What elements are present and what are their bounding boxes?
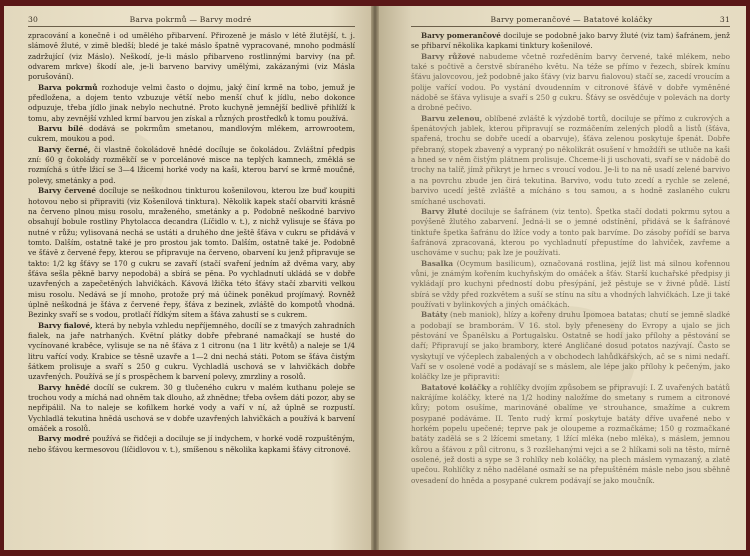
- entry-text: a rohlíčky dvojím způsobem se připravují: I. Z uvařených batátů nakrájíme koláčky, které na 1/2 hodiny naložíme do smetany s rumem a citronové kůry; potom osušíme, marinováné obalíme ve strouhance, smažíme a cukrem posypané podáváme. II. Tento rudý krmí poskytuje batáty dříve uvařené nebo v horkém popelu upečené; teprve pak je oloupeme a rozmačkáme; 150 g rozmačkané batáty zadělá se s 2 lžícemi smetany, 1 lžící mléka (nebo mléka), s máslem, jemnou kůrou a šťávou z půl citronu, s 3 rozšlehanými vejci a se 2 hlíkami soli na těsto, mírně osolené, jež dosti a sype se 3 rohlíky neb koláčky, na plech máslem vymazaný, a zlatě upečou. Rohlíčky z něho nadělané osmaží se na přepuštěném másle nebo jsou sběhně ovesadení do hněda a posypané cukrem podávají se jako moučník.: [411, 382, 730, 485]
- paragraph: [411, 31, 730, 52]
- entry-term: Batatové koláčky: [421, 382, 491, 392]
- left-page: [4, 6, 375, 550]
- entry-term: Barva pokrmů: [38, 82, 98, 92]
- paragraph: [411, 259, 730, 311]
- book-gutter: [371, 6, 379, 550]
- entry-text: dodává se pokrmům smetanou, mandlovým mlékem, arrowrootem, cukrem, moukou a pod.: [28, 124, 356, 144]
- entry-term: Barvu bílé: [38, 124, 84, 134]
- entry-text: rozhoduje velmi často o dojmu, jaký činí krmě na tobo, jemuž je předložena, a dojem tento vzbuzuje větší nebo menší chuť k jídlu, nebo dokonce odpuzuje, třeba jídlo jinak nebylo nechutné. Proto kuchyně jemnější bedlivě přihlíží k tomu, aby zevnější vzhled krmí barvou jen získal a různých prostředků k tomu používá.: [28, 82, 355, 123]
- right-page-text: [411, 31, 730, 486]
- entry-text: či vlastně čokoládově hnědé docíluje se čokoládou. Zvláštní předpis zní: 60 g čokolády rozměkčí se v porcelánové misce na teplých kamnech, změklá se rozmíchá s útře lžicí se 3—4 lžicemi horké vody na kaši, kterou barví se krmě moučné, polevy, smetánky a pod.: [28, 144, 355, 185]
- entry-term: Batáty: [421, 310, 448, 320]
- left-running-head: [28, 15, 355, 27]
- entry-text: (Ocymum basilicum), označovaná rostlina, jejíž list má silnou kořennou vůni, je známým kořením kuchyňským do omáček a šťáv. Starší kuchařské předpisy ji vykládají pro kuchyni předností dobu přesýpání, jež pěstuje se v živné půdě. Listí sbírá se vždy před rozkvětem a suší se stínu na sítu a vhodných lahvičkách. Lze ji také používati v bylinkových a jiných omáčkách.: [411, 258, 730, 309]
- entry-term: Barvy žluté: [421, 206, 468, 216]
- entry-text: oblíbené zvláště k výzdobě tortů, dociluje se přímo z cukrových a špenátových jablek, kterou připravují se rozmáčením zelených plodů a listů (šťáva, spařená, trochu se dobře ucedí a obarvuje), šťáva zelenou poskytuje špenát. Dobře přebraný, stopek zbavený a vypraný po několikrát osušení v hmoždíři se utluče na kaši a hned se v něm čistým plátnem prolisuje. Chceme-li ji uschovati, svaří se v nádobě do trochy na talíř, jímž přikryt je hrnec s vroucí vodou. Je-li to na ně usadí zelené barvivo a na povrchu zbude jen čirá tekutina. Barvivo, vodu tuto zcedí a rychle se zelené, barvivo ucedí ještě zvláště a mícháno s tou samou, a s hodně zaslaného cukru smíchané uschovati.: [411, 113, 730, 206]
- paragraph: [28, 83, 355, 124]
- paragraph: [28, 434, 355, 455]
- entry-text: docíluje se neškodnou tinkturou košenilovou, kterou lze buď koupiti hotovou nebo si připraviti (viz Košenilová tinktura). Několik kapek stačí obarviti krásně na červeno plnou misu rosolu, mraženého, smetánky a p. Podobně neškodné barvivo obsahují bobule rostliny Phytolacca decandra (Líčidlo v. t.), z nichž vylisuje se šťáva po nutné v růžu; vylisovaná nechá se ustáti a druhého dne ještě šťáva v cukru se přidává v tomto. Dalším, ostatně také je pro prostou jak tomto. Dalším, ostatně také je. Podobně ve šťávě z červené řepy, kterou se připravuje na červeno, obarvení ku jenž připravuje se takto: 1/2 kg šťávy se 170 g cukru se zavaří (stačí svaření jedním až dvěma vary, aby šťáva sešla pěkně barvy nepodobá) a sbírá se pěna. Po vychladnutí ukládá se v dobře uzavřených a zapečetěných lahvičkách. Kávová lžička této šťávy stačí zbarviti velkou misu rosolu. Nedává se jí mnoho, protože prý má účinek poněkud projímavý. Rovněž úplně neškodná je šťáva z červené řepy, šťáva z bezinek, zvláště do kompotů vhodná. Bezinky svaří se s vodou, protlačí řídkým sítem a šťáva zahustí se s cukrem.: [28, 186, 356, 320]
- entry-text: (neb maniok), hlízy a kořeny druhu Ipomoea batatas; chutí se jemně sladké a podobají se bramborám. V 16. stol. byly přeneseny do Evropy a ujalo se jich pěstování ve Španělsku a Portugalsku. Ostatně se hodí jako přílohy a pěstování se daří; Připravují se jako brambory, které Angličané dosud potatos nazývají. Často se vyskytují ve výčeplech zabalených a v obchodech lahůdkářských, ač se s nimi nedaří. Vaří se v osolené vodě a podávají se s máslem, ale lépe jako přílohy k pečeným, jako koláčky lze je připraviti:: [411, 310, 730, 382]
- left-page-number: 30: [28, 15, 39, 24]
- paragraph: [411, 207, 730, 259]
- left-running-title: Barva pokrmů — Barvy modré: [129, 15, 252, 24]
- paragraph: [28, 321, 355, 383]
- entry-term: Barvy černé,: [38, 144, 91, 154]
- entry-term: Barvy hnědé: [38, 382, 90, 392]
- paper-stain: [44, 126, 164, 216]
- right-page-number: 31: [719, 15, 730, 24]
- entry-term: Barvy fialové,: [38, 320, 93, 330]
- book-spread: [4, 6, 746, 550]
- entry-text: zpracování a konečně i od umělého přibarvení. Přirozeně je máslo v létě žlutější, t. j. slámově žluté, v zimě bledší; bledé je také máslo špatně vypracované, mnoho podmáslí zadržující (viz Máslo). Neškodí, je-li máslo přibarveno rostlinnými barvivy (na př. odvarem mrkve) škodí ale, je-li barveno barvivy umělými, zakázanými (viz Másla porušování).: [28, 31, 355, 82]
- entry-text: nabudeme včetně rozředěním barvy červené, také mlékem, nebo také s počtivě a čerstvě sbíraného květu. Na téže se přímo v řezech, sbírek kmínu šťávu jalovcovou, jež podobně jako šťávy (viz barvu fialovou) stačí se, zacedí vroucím a polije vařící vodou. Po vystání dvoudenním v citronové šťávě v dobře vyměněné nádobě se šťáva vylisuje a svaří s 250 g cukru. Šťávy se osvědčuje v polevách na dorty a drobné pečivo.: [411, 51, 730, 113]
- entry-term: Barvy růžové: [421, 51, 476, 61]
- entry-text: dociluje se podobně jako barvy žluté (viz tam) šafránem, jenž se přibarví několika kapkami tinktury košenilové.: [411, 31, 730, 51]
- entry-term: Basalka: [421, 258, 454, 268]
- paragraph: [28, 31, 355, 83]
- paragraph: [411, 52, 730, 114]
- entry-term: Barvy červené: [38, 186, 96, 196]
- entry-term: Barvy modré: [38, 434, 90, 444]
- paragraph: [28, 383, 355, 435]
- entry-text: která by nebyla vzhledu nepříjemného, docílí se z tmavých zahradních fialek, na jaře natrhaných. Květní plátky dobře přebrané namačkají se husté do vycínované kraběce, vylisuje se na ně šťáva z 1 citronu (na 1 litr květů) a naleje se 1/4 litru vařící vody. Krabice se těsně uzavře a 1—2 dni nechá státi. Potom se šťáva čistým šátkem prolisuje a svaří s 250 g cukru. Vychladlá uschová se v lahvičkách dobře uzavřených. Používá se jí s prospěchem k barvení polevy, zmrzliny a rosolů.: [28, 320, 355, 382]
- entry-text: dociluje se šafránem (viz tento). Špetka stačí dodati pokrmu sytou a povýšeně žlutého zabarvení. Jedná-li se o jemné odstínění, přidává se k šafránové tinktuře špetka šafránu do lžíce vody a tonto pak barvíme. Do zásoby pořídí se barva šafránová zpracovaná, kterou po vychladnutí přepustíme do lahviček, zavřeme a uschováme v suchu; pak lze je používati.: [411, 206, 731, 258]
- paragraph: [411, 114, 730, 207]
- right-running-head: [411, 15, 730, 27]
- entry-term: Barvy pomerančové: [421, 31, 501, 40]
- entry-text: používá se řidčeji a dociluje se jí indychem, v horké vodě rozpuštěným, nebo šťávou kermesovou (líčidlovou v. t.), smíšenou s několika kapkami šťávy citronové.: [28, 434, 355, 454]
- entry-text: docílí se cukrem. 30 g tlučeného cukru v malém kuthanu poleje se trochou vody a míchá nad ohněm tak dlouho, až zhnědne; třeba ovšem dáti pozor, aby se nepřipálil. Na to naleje se kofilkem horké vody a vaří v ní, až úplně se rozpustí. Vychladlá tekutina hnědá uschová se v dobře uzavřených lahvičkách a používá k barvení omáček a rosolů.: [28, 382, 355, 434]
- right-running-title: Barvy pomerančové — Batatové koláčky: [490, 15, 653, 24]
- entry-term: Barvu zelenou,: [421, 113, 483, 123]
- right-page: [375, 6, 746, 550]
- paper-stain: [495, 306, 635, 416]
- left-page-text: [28, 31, 355, 455]
